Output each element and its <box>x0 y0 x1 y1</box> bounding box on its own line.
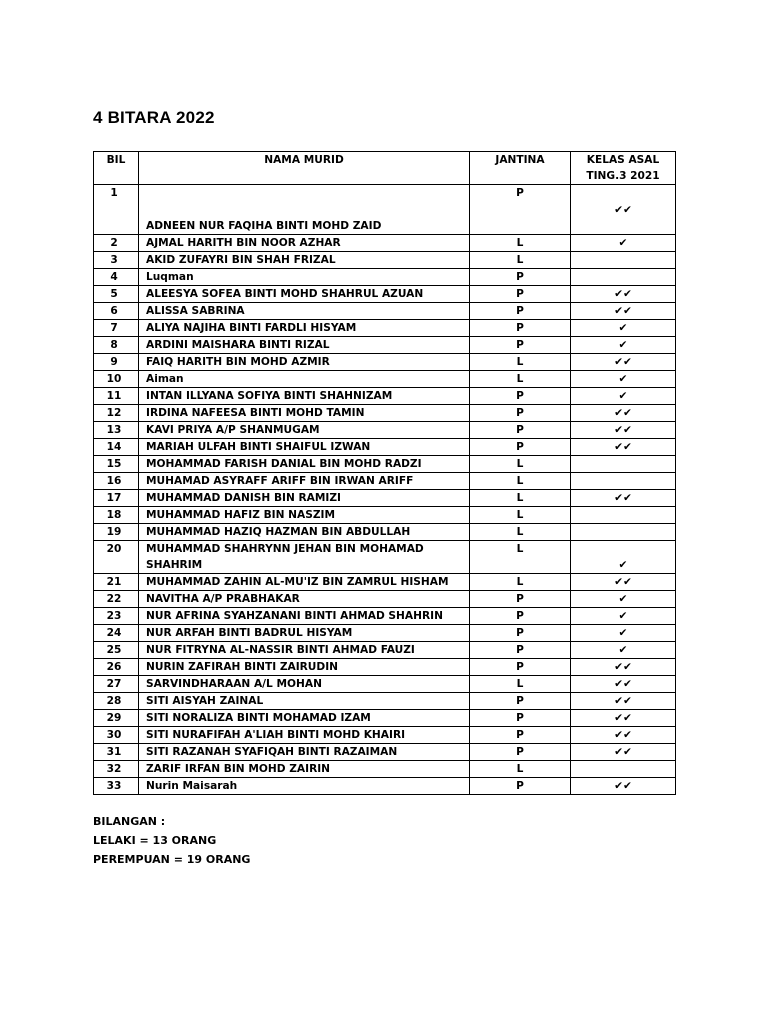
cell-jantina: L <box>470 354 571 371</box>
cell-bil: 15 <box>94 456 139 473</box>
table-row <box>94 439 676 456</box>
table-row <box>94 235 676 252</box>
table-row <box>94 659 676 676</box>
cell-nama: NAVITHA A/P PRABHAKAR <box>139 591 470 608</box>
student-table <box>93 151 676 795</box>
cell-bil: 29 <box>94 710 139 727</box>
table-row <box>94 693 676 710</box>
cell-kelas-asal: ✔ <box>571 337 676 354</box>
summary <box>93 812 250 869</box>
cell-nama: NUR ARFAH BINTI BADRUL HISYAM <box>139 625 470 642</box>
header-jantina: JANTINA <box>470 152 571 185</box>
table-row <box>94 608 676 625</box>
cell-jantina: L <box>470 473 571 490</box>
cell-kelas-asal: ✔✔ <box>571 778 676 795</box>
table-row <box>94 371 676 388</box>
cell-jantina: P <box>470 303 571 320</box>
cell-kelas-asal: ✔✔ <box>571 490 676 507</box>
cell-jantina: L <box>470 541 571 574</box>
table-row <box>94 320 676 337</box>
table-row <box>94 422 676 439</box>
cell-kelas-asal <box>571 456 676 473</box>
table-row <box>94 744 676 761</box>
cell-bil: 33 <box>94 778 139 795</box>
summary-heading: BILANGAN : <box>93 815 166 828</box>
table-row <box>94 642 676 659</box>
table-row <box>94 778 676 795</box>
cell-jantina: P <box>470 269 571 286</box>
cell-jantina: P <box>470 608 571 625</box>
cell-kelas-asal: ✔✔ <box>571 354 676 371</box>
cell-kelas-asal: ✔✔ <box>571 744 676 761</box>
cell-jantina: L <box>470 761 571 778</box>
cell-jantina: P <box>470 744 571 761</box>
cell-kelas-asal: ✔✔ <box>571 286 676 303</box>
cell-bil: 19 <box>94 524 139 541</box>
cell-jantina: P <box>470 422 571 439</box>
cell-bil: 8 <box>94 337 139 354</box>
table-row <box>94 286 676 303</box>
cell-kelas-asal: ✔ <box>571 541 676 574</box>
table-header-row <box>94 152 676 185</box>
table-row <box>94 269 676 286</box>
table-row <box>94 710 676 727</box>
cell-kelas-asal: ✔✔ <box>571 422 676 439</box>
table-row <box>94 337 676 354</box>
cell-bil: 3 <box>94 252 139 269</box>
cell-kelas-asal: ✔ <box>571 388 676 405</box>
cell-nama: SITI AISYAH ZAINAL <box>139 693 470 710</box>
cell-bil: 14 <box>94 439 139 456</box>
cell-jantina: P <box>470 388 571 405</box>
cell-bil: 32 <box>94 761 139 778</box>
cell-nama: AKID ZUFAYRI BIN SHAH FRIZAL <box>139 252 470 269</box>
cell-jantina: P <box>470 286 571 303</box>
cell-jantina: P <box>470 710 571 727</box>
table-row <box>94 388 676 405</box>
cell-kelas-asal: ✔ <box>571 591 676 608</box>
cell-jantina: L <box>470 490 571 507</box>
cell-kelas-asal <box>571 473 676 490</box>
cell-bil: 6 <box>94 303 139 320</box>
cell-nama: MUHAMAD ASYRAFF ARIFF BIN IRWAN ARIFF <box>139 473 470 490</box>
cell-nama: AJMAL HARITH BIN NOOR AZHAR <box>139 235 470 252</box>
summary-perempuan: PEREMPUAN = 19 ORANG <box>93 853 251 866</box>
cell-nama: SITI RAZANAH SYAFIQAH BINTI RAZAIMAN <box>139 744 470 761</box>
cell-bil: 25 <box>94 642 139 659</box>
cell-nama: MARIAH ULFAH BINTI SHAIFUL IZWAN <box>139 439 470 456</box>
cell-bil: 5 <box>94 286 139 303</box>
table-row <box>94 625 676 642</box>
cell-nama: Luqman <box>139 269 470 286</box>
table-row <box>94 456 676 473</box>
table-row <box>94 354 676 371</box>
cell-jantina: L <box>470 524 571 541</box>
cell-kelas-asal: ✔✔ <box>571 405 676 422</box>
cell-nama: INTAN ILLYANA SOFIYA BINTI SHAHNIZAM <box>139 388 470 405</box>
cell-bil: 9 <box>94 354 139 371</box>
header-kelas-asal <box>571 152 676 185</box>
cell-bil: 18 <box>94 507 139 524</box>
cell-jantina: P <box>470 625 571 642</box>
table-row <box>94 541 676 574</box>
table-row <box>94 405 676 422</box>
cell-jantina: P <box>470 439 571 456</box>
cell-bil: 11 <box>94 388 139 405</box>
cell-nama: NURIN ZAFIRAH BINTI ZAIRUDIN <box>139 659 470 676</box>
cell-jantina: P <box>470 778 571 795</box>
cell-nama: MUHAMMAD SHAHRYNN JEHAN BIN MOHAMAD SHAHRIM <box>139 541 470 574</box>
cell-bil: 16 <box>94 473 139 490</box>
cell-bil: 1 <box>94 185 139 235</box>
cell-bil: 31 <box>94 744 139 761</box>
table-row <box>94 727 676 744</box>
cell-bil: 20 <box>94 541 139 574</box>
cell-bil: 12 <box>94 405 139 422</box>
cell-jantina: P <box>470 405 571 422</box>
cell-kelas-asal: ✔ <box>571 625 676 642</box>
cell-kelas-asal <box>571 761 676 778</box>
cell-nama: SITI NORALIZA BINTI MOHAMAD IZAM <box>139 710 470 727</box>
cell-bil: 13 <box>94 422 139 439</box>
table-row <box>94 574 676 591</box>
cell-bil: 22 <box>94 591 139 608</box>
cell-bil: 17 <box>94 490 139 507</box>
cell-jantina: L <box>470 676 571 693</box>
cell-kelas-asal: ✔ <box>571 608 676 625</box>
table-row <box>94 507 676 524</box>
cell-nama: ARDINI MAISHARA BINTI RIZAL <box>139 337 470 354</box>
table-row <box>94 676 676 693</box>
cell-bil: 7 <box>94 320 139 337</box>
header-kelas-line1: KELAS ASAL <box>586 154 660 166</box>
cell-bil: 21 <box>94 574 139 591</box>
cell-bil: 24 <box>94 625 139 642</box>
cell-bil: 26 <box>94 659 139 676</box>
cell-kelas-asal <box>571 524 676 541</box>
cell-bil: 23 <box>94 608 139 625</box>
cell-nama: MOHAMMAD FARISH DANIAL BIN MOHD RADZI <box>139 456 470 473</box>
table-row <box>94 473 676 490</box>
cell-kelas-asal: ✔✔ <box>571 659 676 676</box>
cell-bil: 2 <box>94 235 139 252</box>
cell-kelas-asal <box>571 269 676 286</box>
cell-jantina: P <box>470 185 571 235</box>
cell-bil: 10 <box>94 371 139 388</box>
cell-jantina: P <box>470 642 571 659</box>
cell-jantina: L <box>470 252 571 269</box>
cell-nama: ALIYA NAJIHA BINTI FARDLI HISYAM <box>139 320 470 337</box>
cell-kelas-asal: ✔✔ <box>571 727 676 744</box>
cell-nama: MUHAMMAD ZAHIN AL-MU'IZ BIN ZAMRUL HISHAM <box>139 574 470 591</box>
cell-nama: Nurin Maisarah <box>139 778 470 795</box>
cell-nama: IRDINA NAFEESA BINTI MOHD TAMIN <box>139 405 470 422</box>
cell-nama: MUHAMMAD HAFIZ BIN NASZIM <box>139 507 470 524</box>
cell-jantina: L <box>470 456 571 473</box>
cell-kelas-asal: ✔✔ <box>571 574 676 591</box>
cell-jantina: P <box>470 727 571 744</box>
cell-kelas-asal: ✔✔ <box>571 439 676 456</box>
cell-jantina: P <box>470 337 571 354</box>
cell-nama: KAVI PRIYA A/P SHANMUGAM <box>139 422 470 439</box>
header-bil: BIL <box>94 152 139 185</box>
cell-bil: 27 <box>94 676 139 693</box>
cell-kelas-asal: ✔ <box>571 320 676 337</box>
cell-nama: SITI NURAFIFAH A'LIAH BINTI MOHD KHAIRI <box>139 727 470 744</box>
cell-bil: 30 <box>94 727 139 744</box>
cell-kelas-asal: ✔ <box>571 642 676 659</box>
table-row <box>94 524 676 541</box>
cell-nama: ADNEEN NUR FAQIHA BINTI MOHD ZAID <box>139 185 470 235</box>
cell-jantina: L <box>470 235 571 252</box>
cell-kelas-asal: ✔✔ <box>571 303 676 320</box>
cell-nama: NUR AFRINA SYAHZANANI BINTI AHMAD SHAHRIN <box>139 608 470 625</box>
cell-jantina: P <box>470 693 571 710</box>
cell-jantina: P <box>470 320 571 337</box>
cell-nama: SARVINDHARAAN A/L MOHAN <box>139 676 470 693</box>
cell-kelas-asal: ✔ <box>571 371 676 388</box>
cell-nama: MUHAMMAD HAZIQ HAZMAN BIN ABDULLAH <box>139 524 470 541</box>
header-kelas-line2: TING.3 2021 <box>586 170 660 182</box>
cell-nama: MUHAMMAD DANISH BIN RAMIZI <box>139 490 470 507</box>
cell-kelas-asal: ✔✔ <box>571 710 676 727</box>
cell-kelas-asal: ✔ <box>571 235 676 252</box>
cell-nama: Aiman <box>139 371 470 388</box>
table-row <box>94 490 676 507</box>
cell-kelas-asal <box>571 507 676 524</box>
cell-nama: ZARIF IRFAN BIN MOHD ZAIRIN <box>139 761 470 778</box>
cell-jantina: P <box>470 659 571 676</box>
table-row <box>94 185 676 235</box>
cell-bil: 4 <box>94 269 139 286</box>
table-row <box>94 303 676 320</box>
summary-lelaki: LELAKI = 13 ORANG <box>93 834 217 847</box>
cell-nama: ALISSA SABRINA <box>139 303 470 320</box>
cell-kelas-asal: ✔✔ <box>571 185 676 235</box>
cell-kelas-asal: ✔✔ <box>571 676 676 693</box>
cell-jantina: L <box>470 371 571 388</box>
cell-jantina: P <box>470 591 571 608</box>
cell-nama: ALEESYA SOFEA BINTI MOHD SHAHRUL AZUAN <box>139 286 470 303</box>
table-row <box>94 252 676 269</box>
cell-jantina: L <box>470 574 571 591</box>
table-row <box>94 591 676 608</box>
cell-nama: FAIQ HARITH BIN MOHD AZMIR <box>139 354 470 371</box>
cell-jantina: L <box>470 507 571 524</box>
table-body <box>94 185 676 795</box>
cell-bil: 28 <box>94 693 139 710</box>
cell-kelas-asal: ✔✔ <box>571 693 676 710</box>
cell-kelas-asal <box>571 252 676 269</box>
cell-nama: NUR FITRYNA AL-NASSIR BINTI AHMAD FAUZI <box>139 642 470 659</box>
document-title: 4 BITARA 2022 <box>93 108 215 127</box>
table-row <box>94 761 676 778</box>
header-nama: NAMA MURID <box>139 152 470 185</box>
